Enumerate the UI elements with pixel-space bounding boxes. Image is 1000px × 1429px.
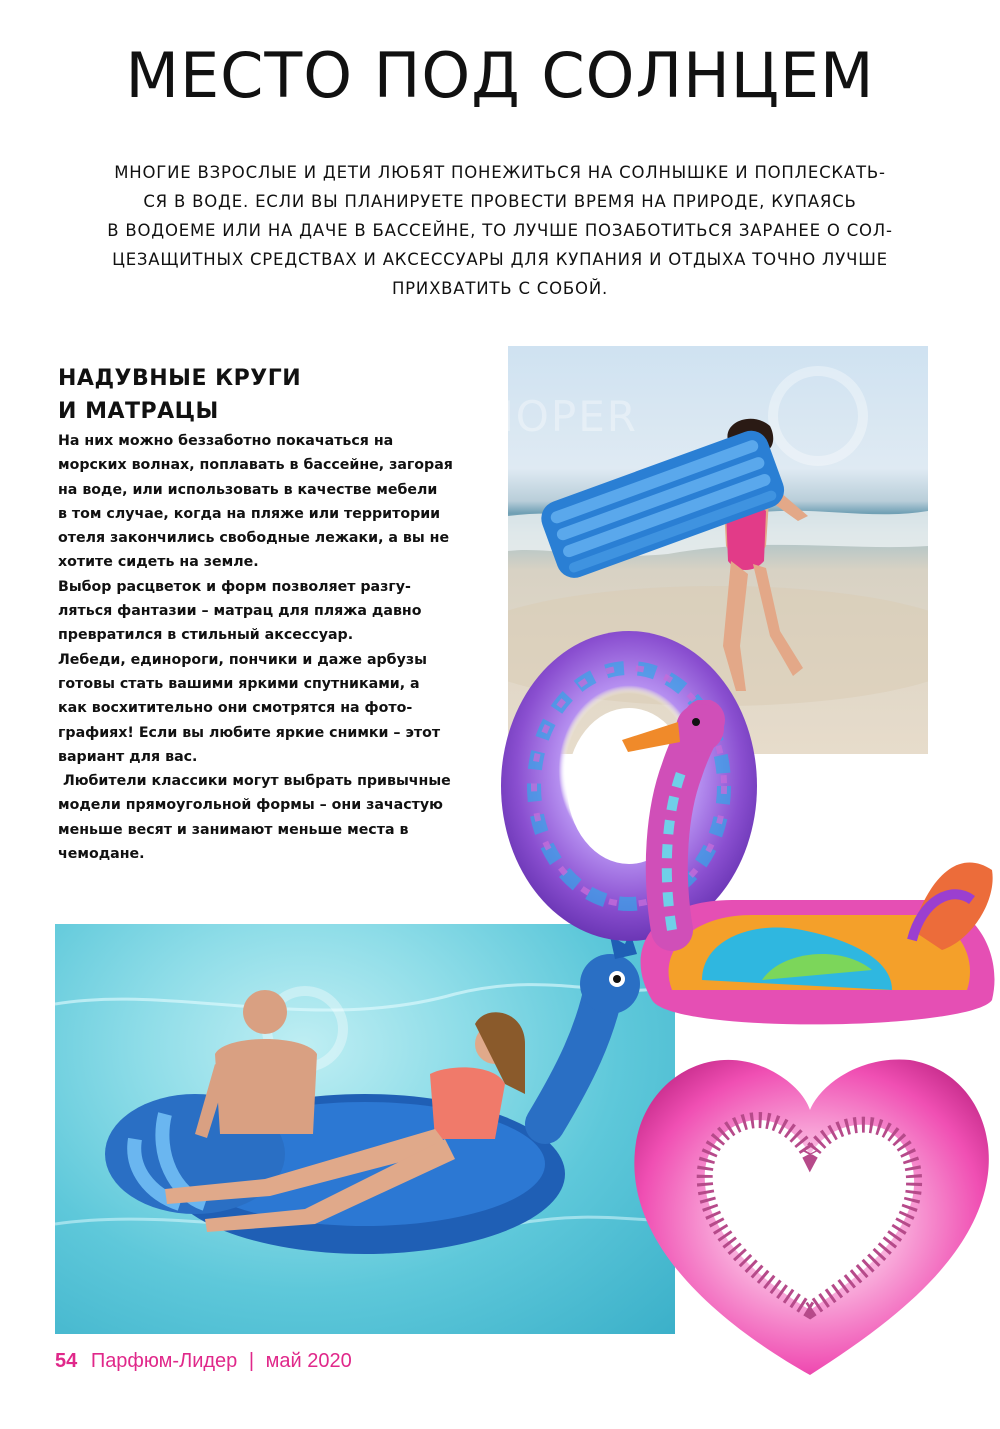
pool-photo-illustration [55,924,675,1334]
body-line: в том случае, когда на пляже или территории [58,505,441,522]
intro-line: В ВОДОЕМЕ ИЛИ НА ДАЧЕ В БАССЕЙНЕ, ТО ЛУЧШЕ ПОЗАБОТИТЬСЯ ЗАРАНЕЕ О СОЛ- [107,221,893,240]
page-number: 54 [55,1350,78,1372]
pink-heart-ring [620,1030,1000,1390]
body-line: Лебеди, единороги, пончики и даже арбузы [58,651,427,668]
section-body [58,429,498,866]
section-heading-line: НАДУВНЫЕ КРУГИ [58,366,302,391]
body-line: ляться фантазии – матрац для пляжа давно [58,603,422,620]
swan-float [612,700,1000,1040]
body-line: морских волнах, поплавать в бассейне, загорая [58,457,453,474]
footer-separator: | [248,1350,255,1372]
body-line: хотите сидеть на земле. [58,554,259,571]
body-line: готовы стать вашими яркими спутниками, а [58,675,420,692]
body-line: графиях! Если вы любите яркие снимки – этот [58,724,441,741]
body-line: вариант для вас. [58,748,198,765]
body-line: меньше весят и занимают меньше места в [58,821,409,838]
body-line: на воде, или использовать в качестве мебели [58,481,438,498]
issue-date: май 2020 [265,1350,352,1372]
section-heading-line: И МАТРАЦЫ [58,399,219,424]
peacock-float [105,932,640,1254]
body-line: превратился в стильный аксессуар. [58,627,354,644]
intro-line: ЦЕЗАЩИТНЫХ СРЕДСТВАХ И АКСЕССУАРЫ ДЛЯ КУПАНИЯ И ОТДЫХА ТОЧНО ЛУЧШЕ [112,250,888,269]
page-footer [55,1350,352,1373]
body-line: как восхитительно они смотрятся на фото- [58,700,413,717]
intro-line: МНОГИЕ ВЗРОСЛЫЕ И ДЕТИ ЛЮБЯТ ПОНЕЖИТЬСЯ НА СОЛНЫШКЕ И ПОПЛЕСКАТЬ- [114,163,886,182]
pool-photo [55,924,675,1334]
body-line: чемодане. [58,846,145,863]
body-line: модели прямоугольной формы – они зачастую [58,797,443,814]
body-line: Выбор расцветок и форм позволяет разгу- [58,578,411,595]
body-line: отеля закончились свободные лежаки, а вы не [58,530,450,547]
intro-line: ПРИХВАТИТЬ С СОБОЙ. [391,279,609,298]
page-title: МЕСТО ПОД СОЛНЦЕМ [125,39,875,112]
intro-paragraph [40,158,960,303]
intro-line: СЯ В ВОДЕ. ЕСЛИ ВЫ ПЛАНИРУЕТЕ ПРОВЕСТИ ВРЕМЯ НА ПРИРОДЕ, КУПАЯСЬ [143,192,857,211]
body-line: Любители классики могут выбрать привычные [58,773,451,790]
body-line: На них можно беззаботно покачаться на [58,433,394,449]
man-figure [195,990,317,1138]
watermark-text: PROSHOPER [360,392,638,441]
magazine-name: Парфюм-Лидер [90,1350,238,1372]
